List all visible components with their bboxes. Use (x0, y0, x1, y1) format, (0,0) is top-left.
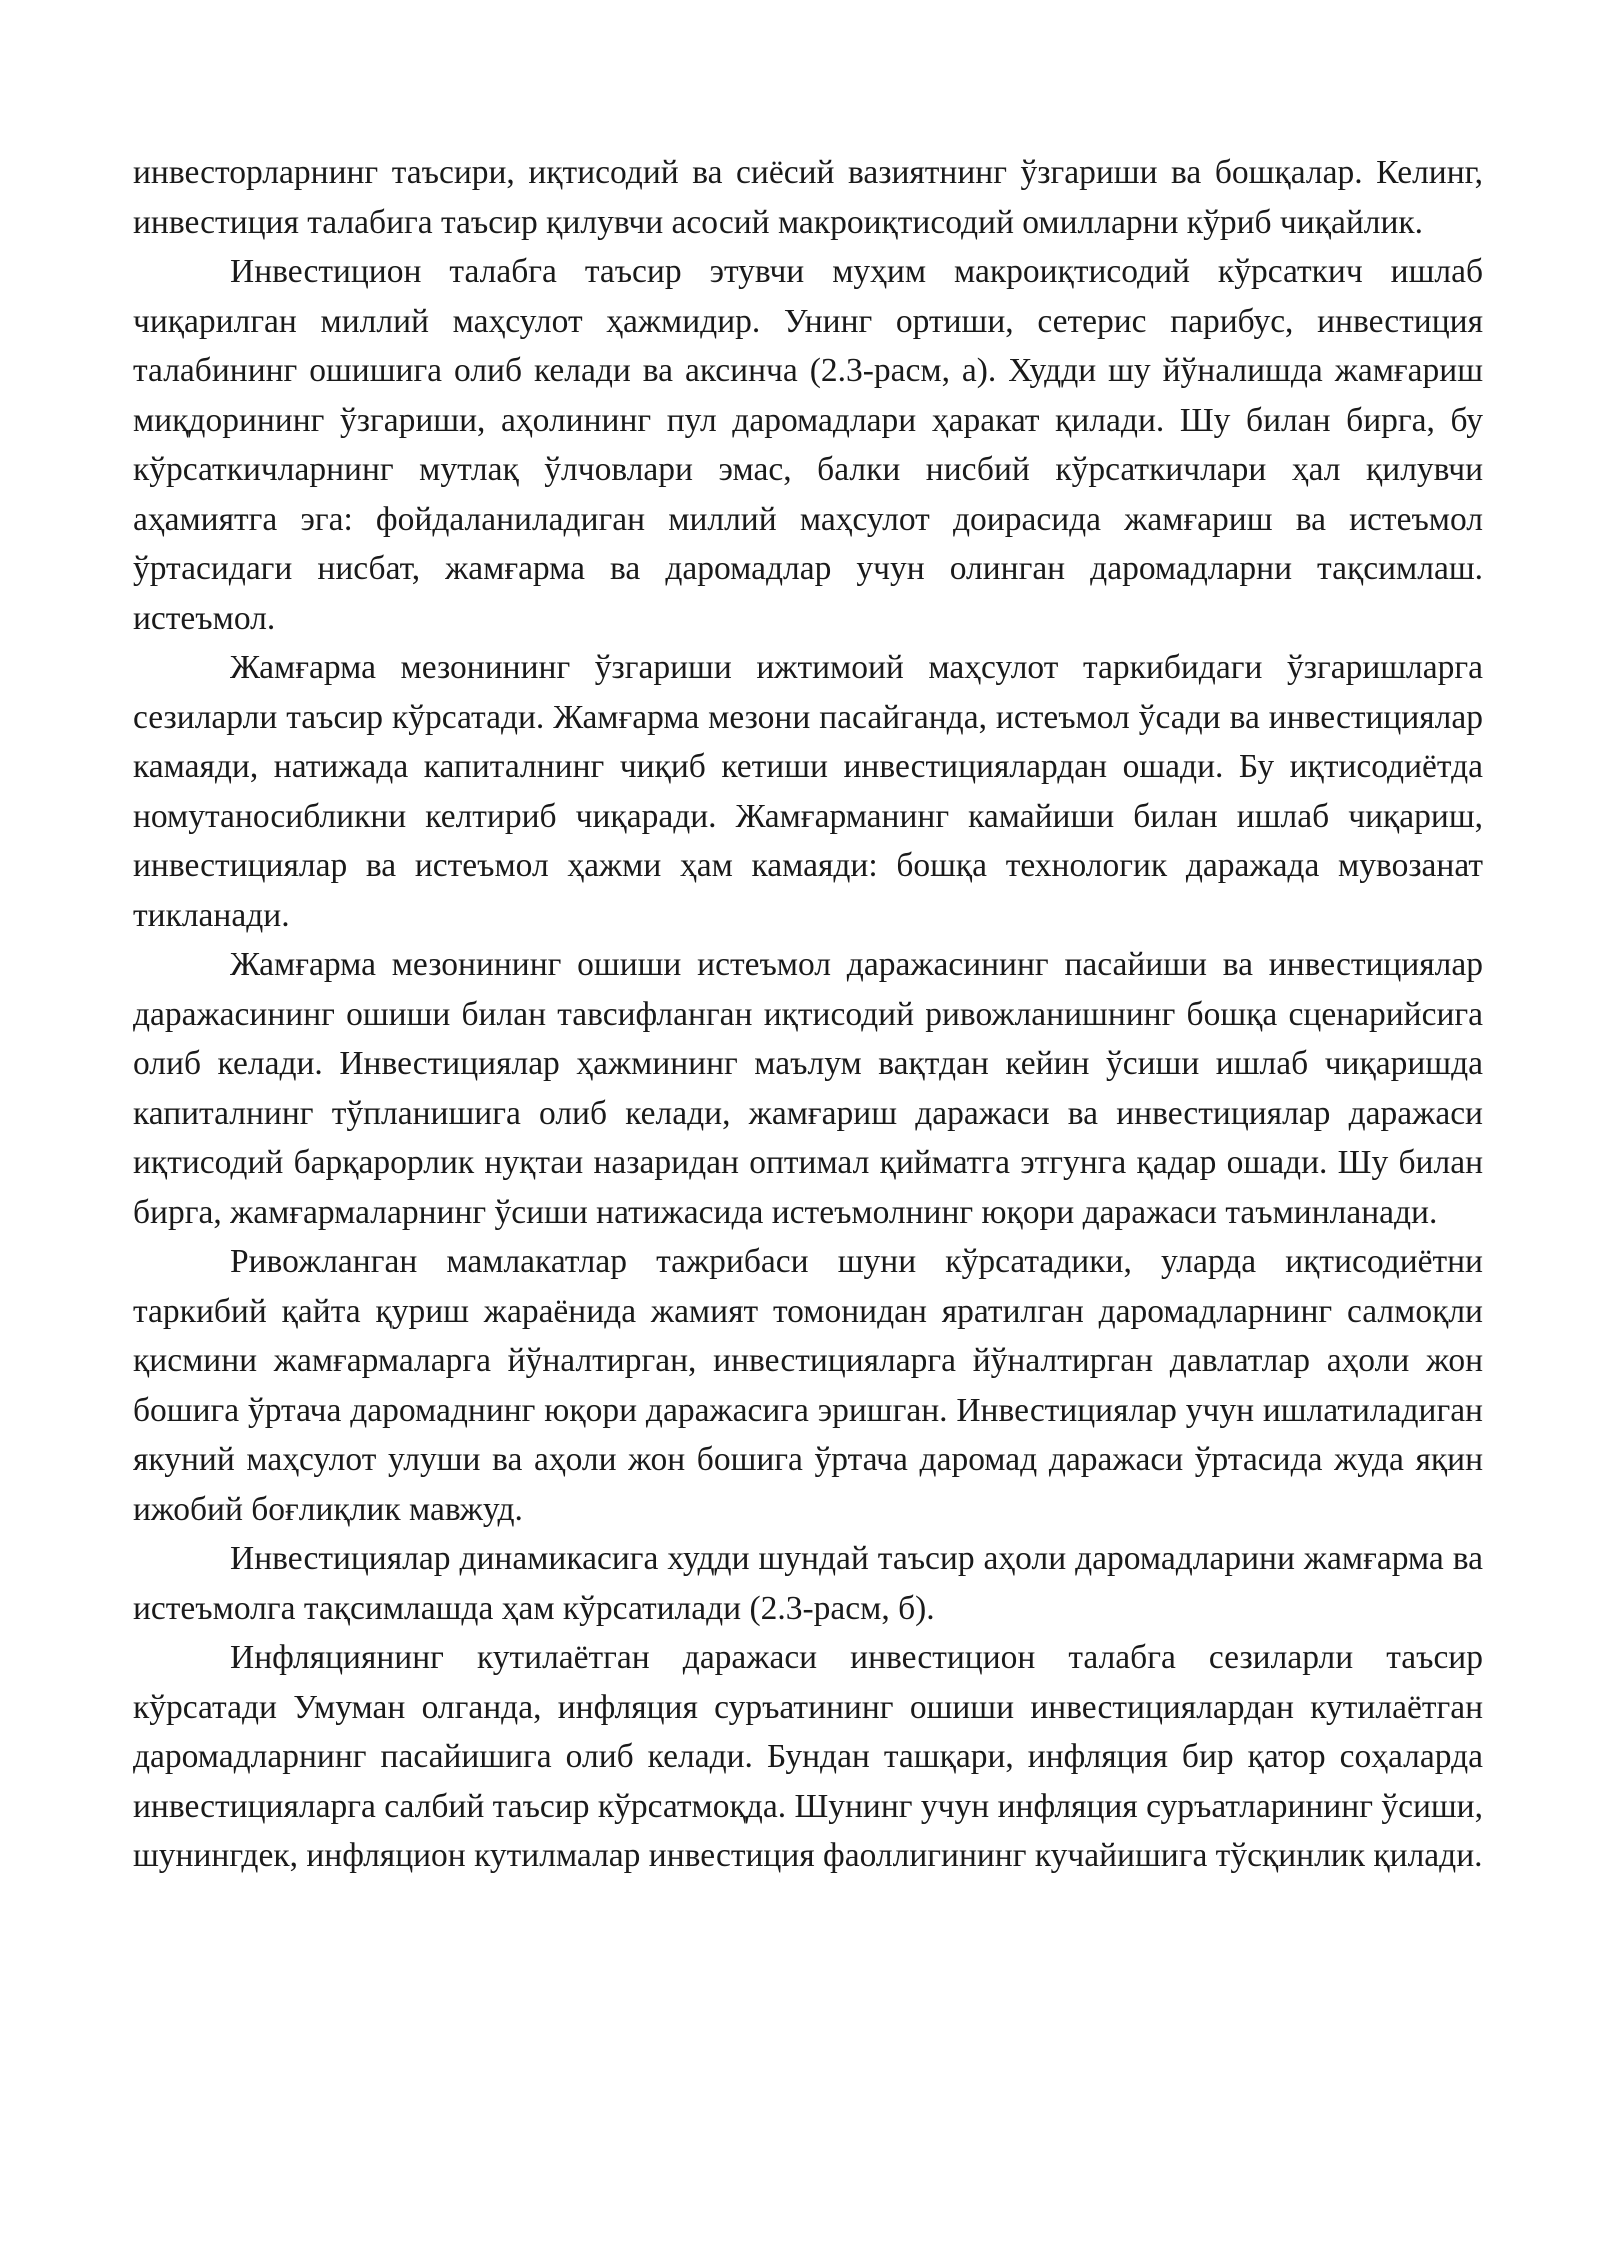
paragraph-continuation: инвесторларнинг таъсири, иқтисодий ва сиёсий вазиятнинг ўзгариши ва бошқалар. Келинг, инвестиция талабига таъсир қилувчи асосий макроиқтисодий омилларни кўриб чиқайлик. (133, 154, 1483, 241)
paragraph-national-product: Инвестицион талабга таъсир этувчи муҳим макроиқтисодий кўрсаткич ишлаб чиқарилган миллий маҳсулот ҳажмидир. Унинг ортиши, сетерис парибус, инвестиция талабининг ошишига олиб келади ва аксинча (2.3-расм, а). Худди шу йўналишда жамғариш миқдорининг ўзгариши, аҳолининг пул даромадлари ҳаракат қилади. Шу билан бирга, бу кўрсаткичларнинг мутлақ ўлчовлари эмас, балки нисбий кўрсаткичлари ҳал қилувчи аҳамиятга эга: фойдаланиладиган миллий маҳсулот доирасида жамғариш ва истеъмол ўртасидаги нисбат, жамғарма ва даромадлар учун олинган даромадларни тақсимлаш. истеъмол. (133, 253, 1483, 637)
document-page (133, 148, 1483, 1881)
paragraph-developed-countries: Ривожланган мамлакатлар тажрибаси шуни кўрсатадики, уларда иқтисодиётни таркибий қайта қуриш жараёнида жамият томонидан яратилган даромадларнинг салмоқли қисмини жамғармаларга йўналтирган, инвестицияларга йўналтирган давлатлар аҳоли жон бошига ўртача даромаднинг юқори даражасига эришган. Инвестициялар учун ишлатиладиган якуний маҳсулот улуши ва аҳоли жон бошига ўртача даромад даражаси ўртасида жуда яқин ижобий боғлиқлик мавжуд. (133, 1243, 1483, 1528)
paragraph-savings-decrease: Жамғарма мезонининг ўзгариши ижтимоий маҳсулот таркибидаги ўзгаришларга сезиларли таъсир кўрсатади. Жамғарма мезони пасайганда, истеъмол ўсади ва инвестициялар камаяди, натижада капиталнинг чиқиб кетиши инвестициялардан ошади. Бу иқтисодиётда номутаносибликни келтириб чиқаради. Жамғарманинг камайиши билан ишлаб чиқариш, инвестициялар ва истеъмол ҳажми ҳам камаяди: бошқа технологик даражада мувозанат тикланади. (133, 649, 1483, 934)
paragraph-income-distribution: Инвестициялар динамикасига худди шундай таъсир аҳоли даромадларини жамғарма ва истеъмолга тақсимлашда ҳам кўрсатилади (2.3-расм, б). (133, 1540, 1483, 1627)
paragraph-savings-increase: Жамғарма мезонининг ошиши истеъмол даражасининг пасайиши ва инвестициялар даражасининг ошиши билан тавсифланган иқтисодий ривожланишнинг бошқа сценарийсига олиб келади. Инвестициялар ҳажмининг маълум вақтдан кейин ўсиши ишлаб чиқаришда капиталнинг тўпланишига олиб келади, жамғариш даражаси ва инвестициялар даражаси иқтисодий барқарорлик нуқтаи назаридан оптимал қийматга этгунга қадар ошади. Шу билан бирга, жамғармаларнинг ўсиши натижасида истеъмолнинг юқори даражаси таъминланади. (133, 946, 1483, 1231)
paragraph-inflation: Инфляциянинг кутилаётган даражаси инвестицион талабга сезиларли таъсир кўрсатади Умуман олганда, инфляция суръатининг ошиши инвестициялардан кутилаётган даромадларнинг пасайишига олиб келади. Бундан ташқари, инфляция бир қатор соҳаларда инвестицияларга салбий таъсир кўрсатмоқда. Шунинг учун инфляция суръатларининг ўсиши, шунингдек, инфляцион кутилмалар инвестиция фаоллигининг кучайишига тўсқинлик қилади. (133, 1639, 1483, 1874)
